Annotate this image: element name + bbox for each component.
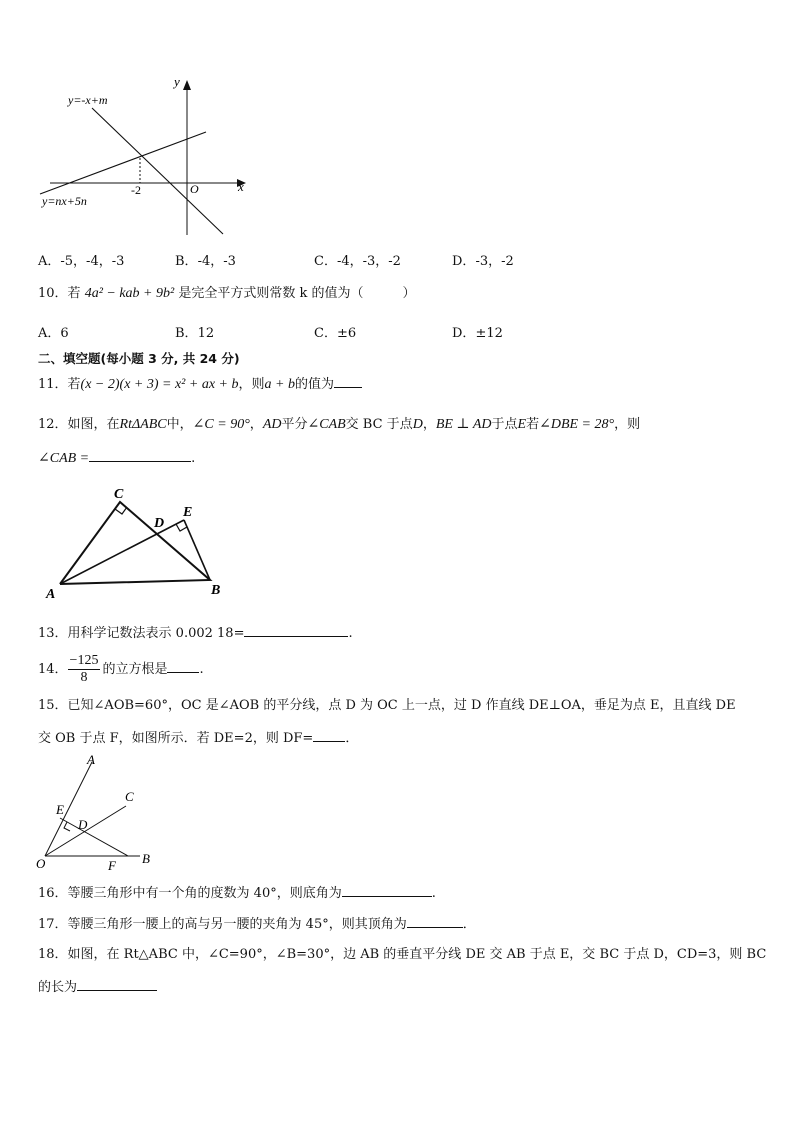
label-e: E [56,802,64,817]
label-c: C [125,789,134,804]
q10-option-a: A．6 [38,326,69,341]
question-18-line1: 18．如图，在 Rt△ABC 中，∠C=90°，∠B=30°，边 AB 的垂直平分线 DE 交 AB 于点 E，交 BC 于点 D，CD=3，则 BC [38,947,767,962]
question-18-line2: 的长为 [38,978,157,997]
label-o: O [36,856,46,871]
q9-option-d: D．-3，-2 [452,254,514,269]
line-ef [60,818,128,856]
fraction-neg125-over-8: $\frac{-125}{8}$ [69,653,99,685]
x-axis-label: x [238,179,244,194]
label-b: B [211,583,221,598]
label-a: A [46,587,56,602]
label-f: F [108,858,116,873]
origin-label: O [190,182,199,196]
question-15-line1: 15．已知∠AOB=60°，OC 是∠AOB 的平分线，点 D 为 OC 上一点，过 D 作直线 DE⊥OA，垂足为点 E，且直线 DE [38,698,736,713]
q10-option-d: D．±12 [452,326,503,341]
question-13: 13．用科学记数法表示 0.002 18= . [38,626,353,641]
label-d: D [154,516,165,531]
label-e: E [183,505,193,520]
answer-blank[interactable] [89,449,191,462]
question-17: 17．等腰三角形一腰上的高与另一腰的夹角为 45°，则其顶角为 ． [38,917,476,932]
question-12-line1: 12．如图，在RtΔABC中，∠C = 90°，AD平分∠CAB交 BC 于点D，BE ⊥ AD于点E若∠DBE = 28°，则 [38,417,641,432]
label-b: B [142,851,150,866]
line-y-nx-plus-5n [40,132,206,194]
q10-option-c: C．±6 [314,326,357,341]
q10-expression: 4a² − kab + 9b² [84,286,175,301]
question-10: 10．若 4a² − kab + 9b² 是完全平方式则常数 k 的值为（ ） [38,286,416,301]
question-11: 11．若(x − 2)(x + 3) = x² + ax + b，则a + b的值为 [38,375,362,394]
q10-option-b: B．12 [175,326,215,341]
question-12-line2: ∠CAB = . [38,451,196,466]
neg-two-label: -2 [131,183,141,197]
label-a: A [87,752,95,767]
y-axis-label: y [174,74,180,89]
answer-blank[interactable] [77,978,157,991]
y-axis-arrow [183,80,191,90]
segment-ae [60,520,184,584]
answer-blank[interactable] [334,375,362,388]
answer-blank[interactable] [342,884,432,897]
q9-option-a: A．-5，-4，-3 [38,254,125,269]
coordinate-graph-figure [30,70,260,240]
line2-label: y=nx+5n [42,194,87,208]
angle-bisector-figure-q15 [30,752,170,874]
answer-blank[interactable] [313,729,345,742]
line-y-neg-x-plus-m [92,108,223,234]
section-heading-fill-in: 二、填空题(每小题 3 分, 共 24 分) [38,351,240,366]
label-c: C [114,487,124,502]
question-15-line2: 交 OB 于点 F，如图所示．若 DE=2，则 DF= ． [38,731,359,746]
segment-be [184,520,210,580]
question-16: 16．等腰三角形中有一个角的度数为 40°，则底角为 . [38,886,436,901]
q9-option-c: C．-4，-3，-2 [314,254,401,269]
triangle-figure-q12 [40,480,240,602]
answer-blank[interactable] [407,915,463,928]
line1-label: y=-x+m [68,93,108,107]
q9-option-b: B．-4，-3 [175,254,236,269]
question-14: 14． $\frac{-125}{8}$ 的立方根是 . [38,653,204,685]
label-d: D [78,817,88,832]
answer-blank[interactable] [244,624,348,637]
answer-blank[interactable] [167,660,199,673]
